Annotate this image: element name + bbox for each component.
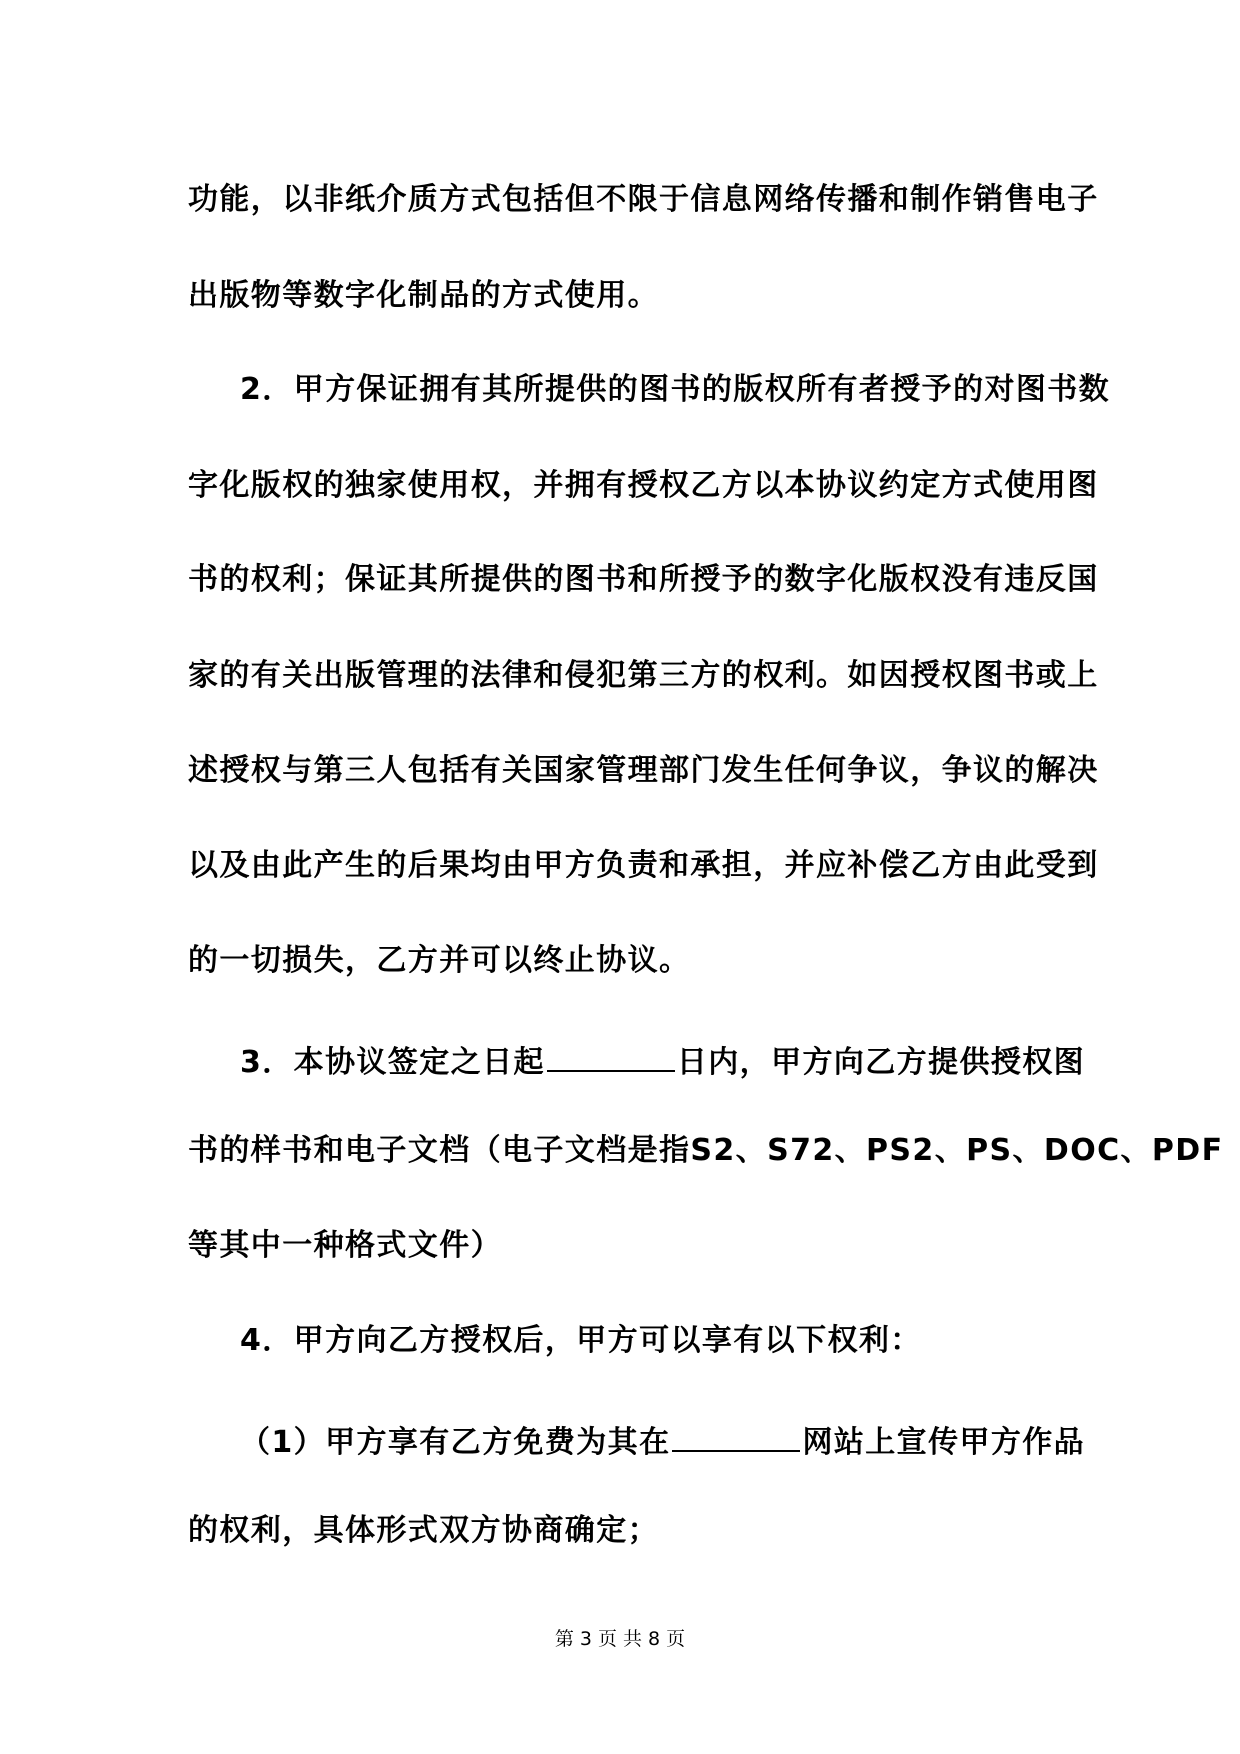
text-line: 的权利，具体形式双方协商确定； bbox=[188, 1513, 659, 1548]
clause-4-line: 4．甲方向乙方授权后，甲方可以享有以下权利： bbox=[240, 1323, 922, 1358]
clause-3-text-before-blank: 3．本协议签定之日起 bbox=[240, 1045, 545, 1080]
clause-3-first-line bbox=[240, 1036, 1110, 1083]
fill-in-blank-days[interactable] bbox=[547, 1036, 675, 1072]
text-line: 功能，以非纸介质方式包括但不限于信息网络传播和制作销售电子 bbox=[188, 182, 1099, 217]
text-line: 以及由此产生的后果均由甲方负责和承担，并应补偿乙方由此受到 bbox=[188, 848, 1099, 883]
item-1-text-before-blank: （1）甲方享有乙方免费为其在 bbox=[240, 1425, 671, 1460]
text-line: 家的有关出版管理的法律和侵犯第三方的权利。如因授权图书或上 bbox=[188, 658, 1099, 693]
text-line: 等其中一种格式文件） bbox=[188, 1228, 502, 1263]
text-line: 书的样书和电子文档（电子文档是指S2、S72、PS2、PS、DOC、PDF bbox=[188, 1133, 1224, 1168]
page-number-footer: 第 3 页 共 8 页 bbox=[554, 1628, 686, 1650]
clause-3-text-after-blank: 日内，甲方向乙方提供授权图 bbox=[676, 1045, 1086, 1080]
clause-2-first-line: 2．甲方保证拥有其所提供的图书的版权所有者授予的对图书数 bbox=[240, 372, 1111, 407]
text-line: 的一切损失，乙方并可以终止协议。 bbox=[188, 943, 691, 978]
text-line: 出版物等数字化制品的方式使用。 bbox=[188, 278, 659, 313]
item-1-first-line bbox=[240, 1416, 1110, 1463]
fill-in-blank-website[interactable] bbox=[672, 1416, 800, 1452]
text-line: 字化版权的独家使用权，并拥有授权乙方以本协议约定方式使用图 bbox=[188, 468, 1099, 503]
item-1-text-after-blank: 网站上宣传甲方作品 bbox=[802, 1425, 1086, 1460]
text-line: 述授权与第三人包括有关国家管理部门发生任何争议，争议的解决 bbox=[188, 753, 1099, 788]
text-line: 书的权利；保证其所提供的图书和所授予的数字化版权没有违反国 bbox=[188, 562, 1099, 597]
